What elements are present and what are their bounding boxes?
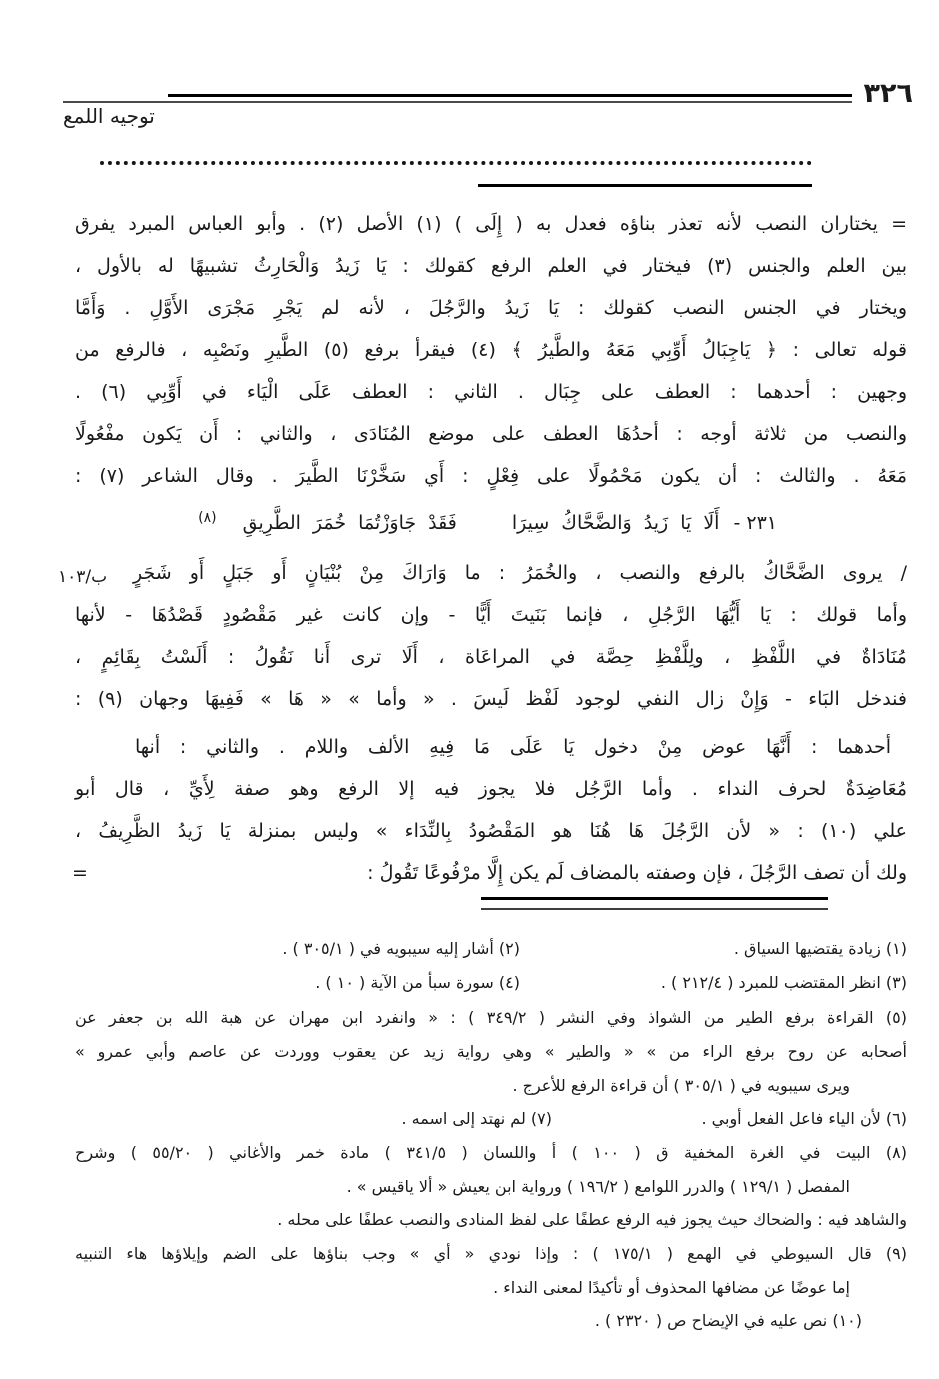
text-line: وجهين : أحدهما : العطف على جِبَال . الثاني : العطف عَلَى الْيَاء في أَوِّبِي (٦) . — [75, 381, 907, 403]
footnote-5-line-2: أصحابه عن روح برفع الراء من » « والطير » وهي رواية زيد عن يعقوب ووردت عن عاصم وأبي عمرو » — [75, 1042, 907, 1061]
matn-ellipsis-line — [100, 161, 812, 165]
matn-separator-rule — [478, 184, 812, 187]
text-line: ولك أن تصف الرَّجُلَ ، فإن وصفته بالمضاف لَم يكن إِلَّا مرْفُوعًا تَقُولُ : — [367, 862, 907, 884]
verse-hemistich-1: أَلَا يَا زَيدُ وَالضَّحَّاكُ سِيرَا — [511, 512, 720, 534]
verse-footnote-ref: (٨) — [198, 510, 217, 526]
verse-hemistich-2: فَقَدْ جَاوَزْتُمَا خُمَرَ الطَّرِيقِ — [242, 512, 457, 534]
book-title: توجيه اللمع — [63, 104, 155, 128]
text-line: والنصب من ثلاثة أوجه : أحدُهَا العطف على موضع المُنَادَى ، والثاني : أَن يَكون مفْعُولًا — [75, 423, 907, 445]
text-line: ويختار في الجنس النصب كقولك : يَا زَيدُ والرَّجُلَ ، لأنه لم يَجْرِ مَجْرَى الأَوَّلِ . وَأَمَّا — [75, 297, 907, 319]
text-line: وأما قولك : يَا أَيُّهَا الرَّجُلِ ، فإنما بَنَيتَ أَيًّا - وإن كانت غير مَقْصُودٍ قَصْدُهَا - لأنها — [75, 604, 907, 626]
header-rule-thin — [63, 101, 852, 103]
text-line: مُنَادَاةٌ في اللَّفْظِ ، ولِلَّفْظِ حِصَّة في المراعَاة ، أَلَا ترى أَنا نَقُولُ : أَلَسْتُ بِقَائِمٍ ، — [75, 646, 907, 668]
text-line: / يروى الضَّحَّاكُ بالرفع والنصب ، والخُمَرُ : ما وَارَاكَ مِنْ بُنْيَانٍ أَو جَبَلٍ أَو شَجَرٍ — [133, 562, 907, 584]
text-line: علي (١٠) : « لأن الرَّجُلَ هَا هُنَا هو المَقْصُودُ بِالنِّدَاء » وليس بمنزلة يَا زَيدُ الظَّرِيفُ ، — [75, 820, 907, 842]
continuation-mark: = — [72, 862, 88, 884]
text-line: أحدهما : أَنَّهَا عوض مِنْ دخول يَا عَلَى مَا فِيهِ الألف واللام . والثاني : أنها — [135, 736, 891, 758]
text-line: قوله تعالى : ﴿ يَاجِبَالُ أَوِّبِي مَعَهُ والطَّيرُ ﴾ (٤) فيقرأ برفع (٥) الطَّيرِ ونَصْبِه ، فالرفع من — [75, 339, 908, 361]
footnote-3: (٣) انظر المقتضب للمبرد ( ٢١٢/٤ ) . — [660, 973, 907, 992]
footnote-8-line-1: (٨) البيت في الغرة المخفية ق ( ١٠٠ ) أ واللسان ( ٣٤١/٥ ) مادة خمر والأغاني ( ٥٥/٢٠ ) وشرح — [75, 1143, 908, 1162]
header-rule-thick — [168, 94, 852, 97]
text-line: مَعَهُ . والثالث : أن يكون مَحْمُولًا على فِعْلٍ : أَي سَخَّرْنَا الطَّيرَ . وقال الشاعر (٧) : — [75, 465, 908, 487]
footnote-7: (٧) لم نهتد إلى اسمه . — [401, 1109, 552, 1128]
text-line: مُعَاضِدَةٌ لحرف النداء . وأما الرَّجُل فلا يجوز فيه إلا الرفع وهو صفة لِأَيِّ ، قال أبو — [75, 778, 907, 800]
footnote-1: (١) زيادة يقتضيها السياق . — [733, 939, 907, 958]
footnote-5-line-3: ويرى سيبويه في ( ٣٠٥/١ ) أن قراءة الرفع للأعرج . — [512, 1076, 850, 1095]
footnote-separator — [481, 897, 828, 910]
poetry-verse — [198, 500, 777, 548]
verse-number: ٢٣١ - — [733, 512, 777, 534]
page-number: ٣٢٦ — [863, 78, 913, 109]
footnote-5-line-1: (٥) القراءة برفع الطير من الشواذ وفي النشر ( ٣٤٩/٢ ) : « وانفرد ابن مهران عن هبة الله بن جعفر عن — [75, 1008, 908, 1027]
folio-marker: ١٠٣/ب — [58, 567, 108, 587]
footnote-2: (٢) أشار إليه سيبويه في ( ٣٠٥/١ ) . — [282, 939, 520, 958]
text-line: فندخل البَاء - وَإِنْ زال النفي لوجود لَفْظ لَيسَ . « وأما » « هَا » فَفِيهَا وجهان (٩) : — [75, 688, 908, 710]
text-line: بين العلم والجنس (٣) فيختار في العلم الرفع كقولك : يَا زَيدُ وَالْحَارِثُ تشبيهًا له بالأول ، — [75, 255, 907, 277]
footnote-8-line-2: المفصل ( ١٢٩/١ ) والدرر اللوامع ( ١٩٦/٢ ) ورواية ابن يعيش « ألا ياقيس » . — [346, 1177, 850, 1196]
footnote-4: (٤) سورة سبأ من الآية ( ١٠ ) . — [315, 973, 520, 992]
footnote-8-line-3: والشاهد فيه : والضحاك حيث يجوز فيه الرفع عطفًا على لفظ المنادى والنصب عطفًا على محله . — [277, 1210, 907, 1229]
text-line: = يختاران النصب لأنه تعذر بناؤه فعدل به ( إِلَى ) (١) الأصل (٢) . وأبو العباس المبرد يفرق — [75, 213, 907, 235]
footnote-9-line-2: إما عوضًا عن مضافها المحذوف أو تأكيدًا لمعنى النداء . — [493, 1278, 850, 1297]
footnote-9-line-1: (٩) قال السيوطي في الهمع ( ١٧٥/١ ) : وإذا نودي « أي » وجب بناؤها على الضم وإيلاؤها هاء التنبيه — [75, 1244, 907, 1263]
footnote-10: (١٠) نص عليه في الإيضاح ص ( ٢٣٢٠ ) . — [594, 1311, 862, 1330]
footnote-6: (٦) لأن الياء فاعل الفعل أوبي . — [701, 1109, 907, 1128]
